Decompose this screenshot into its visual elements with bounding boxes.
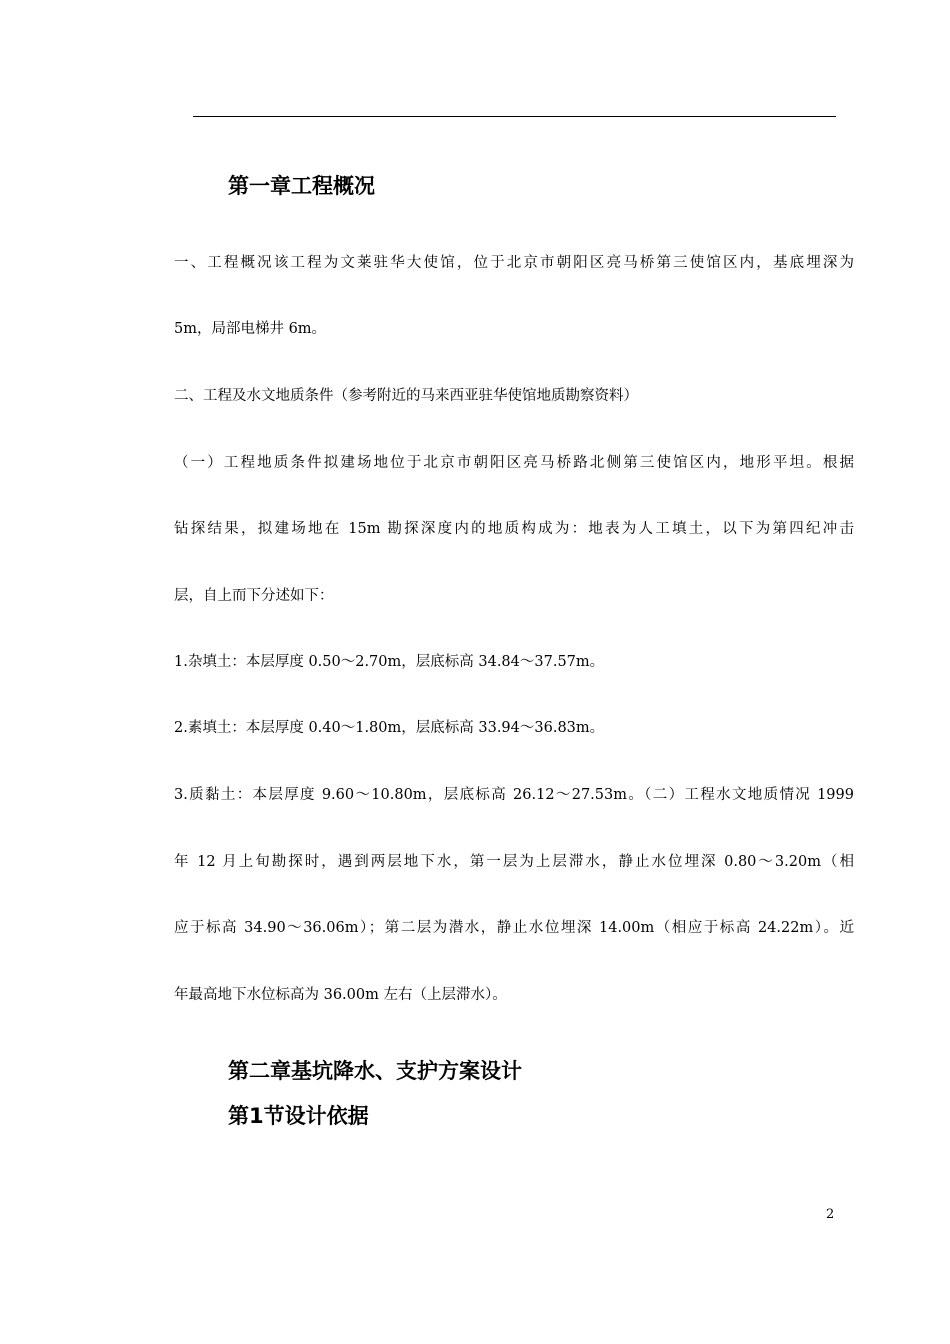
body-line: 3.质黏土：本层厚度 9.60～10.80m，层底标高 26.12～27.53m。（二）工程水文地质情况 1999	[174, 787, 854, 803]
section-1-title: 第1节设计依据	[228, 1104, 369, 1128]
body-line: 层，自上而下分述如下：	[174, 588, 334, 604]
body-line: 2.素填土：本层厚度 0.40～1.80m，层底标高 33.94～36.83m。	[174, 720, 605, 736]
chapter-1-title: 第一章工程概况	[228, 174, 375, 198]
body-line: （一）工程地质条件拟建场地位于北京市朝阳区亮马桥路北侧第三使馆区内，地形平坦。根据	[174, 455, 854, 471]
body-line: 一、工程概况该工程为文莱驻华大使馆，位于北京市朝阳区亮马桥第三使馆区内，基底埋深为	[174, 255, 854, 271]
header-rule	[193, 116, 836, 117]
body-line: 应于标高 34.90～36.06m）；第二层为潜水，静止水位埋深 14.00m（相应于标高 24.22m）。近	[174, 920, 854, 936]
body-line: 二、工程及水文地质条件（参考附近的马来西亚驻华使馆地质勘察资料）	[174, 388, 638, 404]
page-number: 2	[826, 1207, 835, 1222]
body-line: 钻探结果，拟建场地在 15m 勘探深度内的地质构成为：地表为人工填土，以下为第四纪冲击	[174, 521, 854, 537]
body-line: 1.杂填土：本层厚度 0.50～2.70m，层底标高 34.84～37.57m。	[174, 654, 605, 670]
body-line: 年最高地下水位标高为 36.00m 左右（上层滞水）。	[174, 987, 507, 1003]
body-line: 5m，局部电梯井 6m。	[174, 321, 327, 337]
body-line: 年 12 月上旬勘探时，遇到两层地下水，第一层为上层滞水，静止水位埋深 0.80～3.20m（相	[174, 854, 854, 870]
chapter-2-title: 第二章基坑降水、支护方案设计	[228, 1059, 522, 1083]
